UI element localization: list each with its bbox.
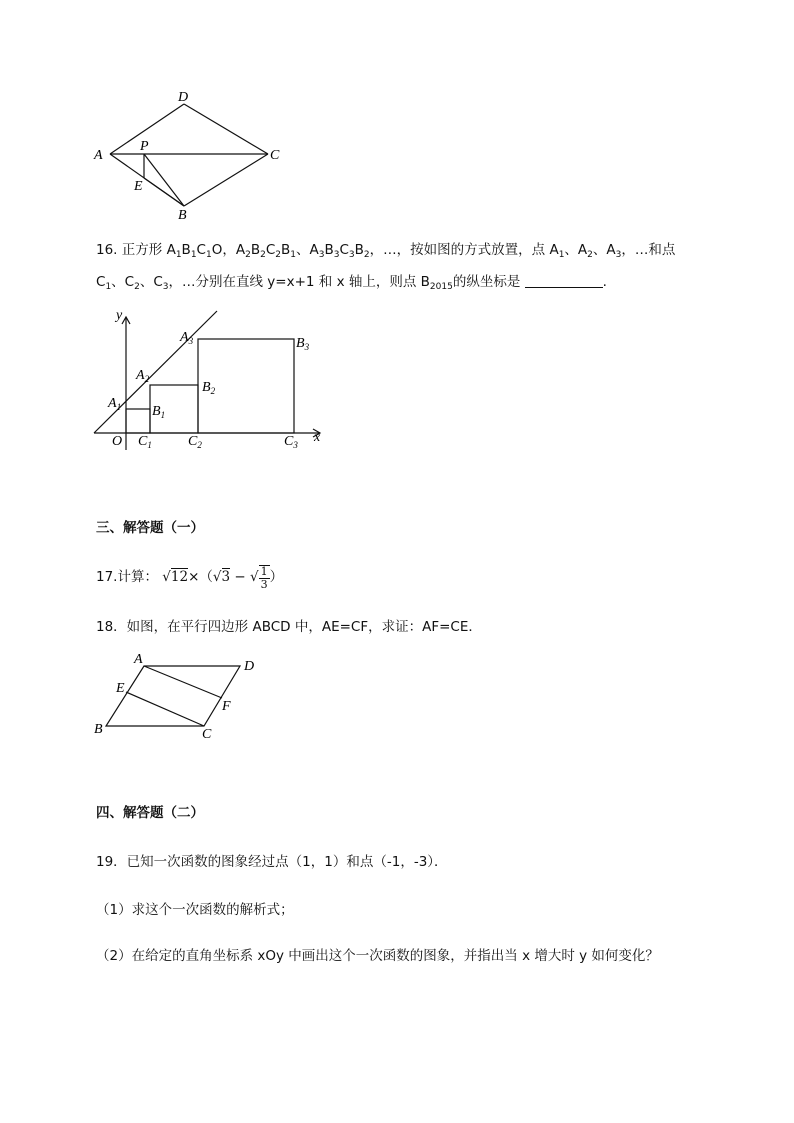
section-heading-3: 三、解答题（一） (96, 520, 204, 536)
edge-dc (184, 104, 268, 154)
sqrt-3: √3 (212, 569, 231, 585)
question-16-line-2: $C_1$、$C_2$、$C_3$，…分别在直线 y=x+1 和 x 轴上，则点 $B_{2015}$的纵坐标是 . (96, 274, 607, 292)
question-19-part-2: （2）在给定的直角坐标系 xOy 中画出这个一次函数的图象，并指出当 x 增大时 y 如何变化？ (96, 948, 659, 964)
label-x: x (314, 430, 321, 445)
label-b1: $B_1$ (152, 404, 166, 420)
section-heading-4: 四、解答题（二） (96, 805, 204, 821)
label-d: D (178, 90, 189, 105)
label-a1: $A_1$ (108, 396, 122, 412)
question-17: 17.计算： √12×（√3 − √ $\frac{1}{3}$ ） (96, 564, 284, 591)
label-c2: $C_2$ (188, 434, 202, 450)
label-y: y (116, 308, 123, 323)
label-b: B (94, 722, 103, 737)
figure-q15 (88, 88, 298, 223)
parallelogram-abcd (106, 666, 240, 726)
label-b: B (178, 208, 187, 223)
label-a3: $A_3$ (180, 330, 194, 346)
label-c1: $C_1$ (138, 434, 152, 450)
sqrt-one-third: √ $\frac{1}{3}$ (250, 564, 268, 591)
segment-eb (144, 178, 184, 206)
label-c: C (270, 148, 280, 163)
question-16-line-1: 16. 正方形 $A_1B_1C_1O$，$A_2B_2C_2B_1$、$A_3B_3C_3B_2$，…，按如图的方式放置，点 $A_1$、$A_2$、$A_3$，…和点 (96, 242, 676, 260)
label-e: E (134, 179, 143, 194)
label-a: A (134, 652, 143, 667)
label-c: C (202, 727, 212, 742)
label-o: O (112, 434, 123, 449)
square-1 (126, 409, 150, 433)
figure-q16 (92, 305, 332, 455)
question-19: 19．已知一次函数的图象经过点（1，1）和点（-1，-3）． (96, 854, 448, 870)
label-a2: $A_2$ (136, 368, 150, 384)
segment-af (144, 666, 222, 698)
question-19-part-1: （1）求这个一次函数的解析式； (96, 902, 294, 918)
sqrt-12: √12 (162, 569, 189, 585)
label-b3: $B_3$ (296, 336, 310, 352)
label-f: F (222, 699, 231, 714)
segment-ec (126, 692, 204, 726)
figure-q18 (88, 652, 268, 744)
edge-cb (184, 154, 268, 206)
label-e: E (116, 681, 125, 696)
segment-pb (144, 154, 184, 206)
label-c3: $C_3$ (284, 434, 298, 450)
label-b2: $B_2$ (202, 380, 216, 396)
label-d: D (244, 659, 255, 674)
question-18: 18．如图，在平行四边形 ABCD 中，AE=CF，求证：AF=CE． (96, 619, 482, 635)
label-a: A (94, 148, 103, 163)
answer-blank[interactable] (525, 273, 603, 288)
label-p: P (140, 139, 149, 154)
